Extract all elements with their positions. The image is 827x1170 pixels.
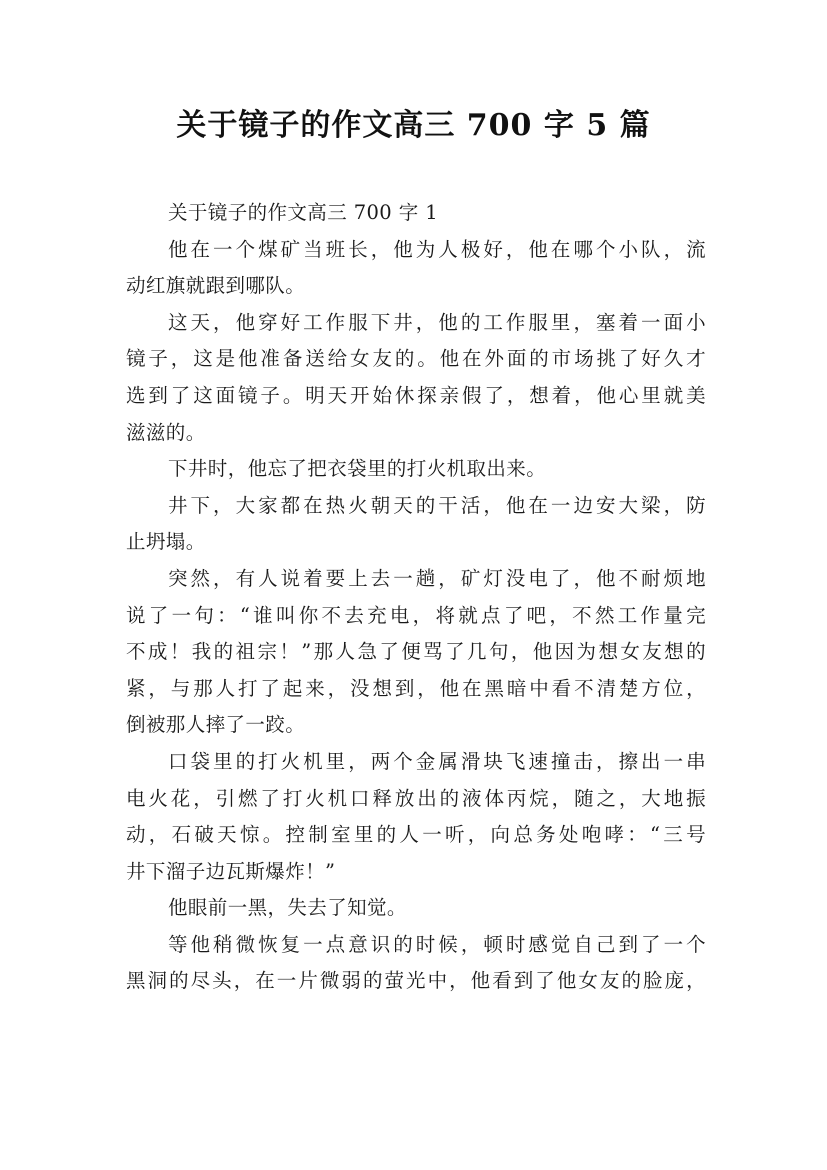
text-line: 这天，他穿好工作服下井，他的工作服里，塞着一面小 xyxy=(168,310,706,334)
text-line: 井下，大家都在热火朝天的干活，他在一边安大梁，防 xyxy=(168,493,706,517)
text-line: 不成！我的祖宗！”那人急了便骂了几句，他因为想女友想的 xyxy=(126,640,706,664)
document-title: 关于镜子的作文高三 700 字 5 篇 xyxy=(176,108,651,143)
text-line: 紧，与那人打了起来，没想到，他在黑暗中看不清楚方位， xyxy=(126,676,706,700)
text-line: 他在一个煤矿当班长，他为人极好，他在哪个小队，流 xyxy=(168,237,706,261)
text-line: 口袋里的打火机里，两个金属滑块飞速撞击，擦出一串 xyxy=(168,749,706,773)
text-line: 井下溜子边瓦斯爆炸！” xyxy=(126,859,336,883)
text-line: 说了一句：“谁叫你不去充电，将就点了吧，不然工作量完 xyxy=(126,603,706,627)
text-line: 倒被那人摔了一跤。 xyxy=(126,713,306,737)
text-line: 突然，有人说着要上去一趟，矿灯没电了，他不耐烦地 xyxy=(168,566,706,590)
text-line: 关于镜子的作文高三 700 字 1 xyxy=(168,201,439,224)
text-line: 滋滋的。 xyxy=(126,420,206,444)
text-line: 镜子，这是他准备送给女友的。他在外面的市场挑了好久才 xyxy=(126,347,706,371)
text-line: 他眼前一黑，失去了知觉。 xyxy=(168,896,407,920)
document-body xyxy=(126,195,706,1000)
text-line: 黑洞的尽头，在一片微弱的萤光中，他看到了他女友的脸庞， xyxy=(126,969,706,993)
text-line: 下井时，他忘了把衣袋里的打火机取出来。 xyxy=(168,457,547,481)
text-line: 电火花，引燃了打火机口释放出的液体丙烷，随之，大地振 xyxy=(126,786,706,810)
text-line: 动，石破天惊。控制室里的人一听，向总务处咆哮：“三号 xyxy=(126,823,706,847)
text-line: 止坍塌。 xyxy=(126,530,206,554)
text-line: 等他稍微恢复一点意识的时候，顿时感觉自己到了一个 xyxy=(168,932,706,956)
text-line: 选到了这面镜子。明天开始休探亲假了，想着，他心里就美 xyxy=(126,383,706,407)
text-line: 动红旗就跟到哪队。 xyxy=(126,274,306,298)
